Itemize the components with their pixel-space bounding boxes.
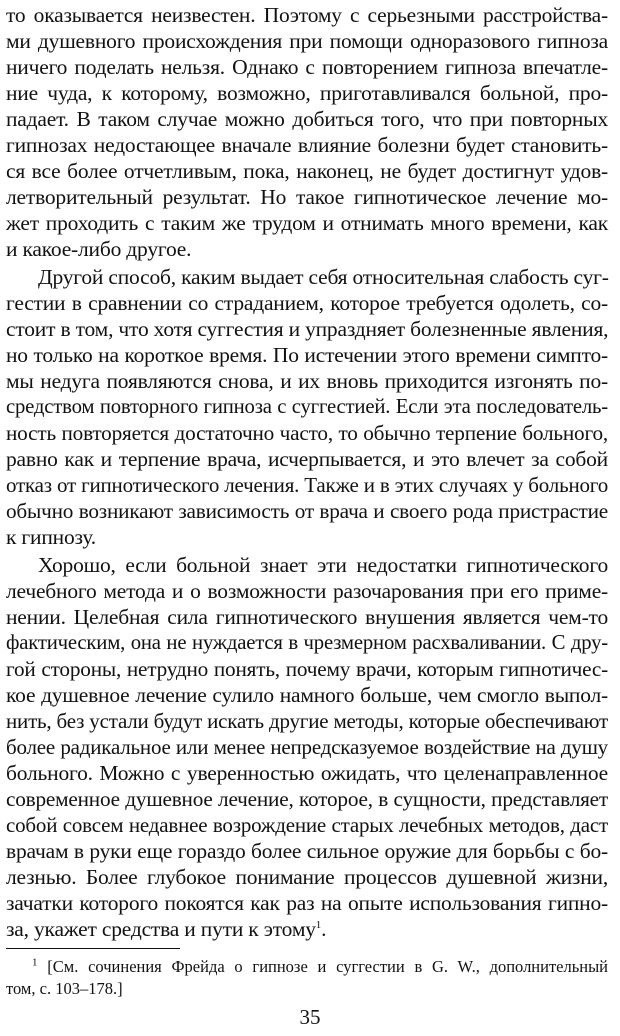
- text-line: ность повторяется достаточно часто, то обычно терпение больного,: [6, 421, 608, 445]
- text-line: врачам в руки еще гораздо более сильное оружие для борьбы с бо-: [6, 839, 608, 863]
- text-line: стоит в том, что хотя суггестия и упраздняет болезненные явления,: [6, 317, 609, 341]
- footnote-line: том, с. 103–178.]: [6, 979, 123, 998]
- text-line: кое душевное лечение сулило намного больше, чем смогло выпол-: [6, 683, 608, 707]
- text-line: лезнью. Более глубокое понимание процессов душевной жизни,: [6, 865, 608, 889]
- text-line: больного. Можно с уверенностью ожидать, что целенаправленное: [6, 761, 608, 785]
- page-number: 35: [299, 1005, 321, 1029]
- text-line: собой совсем недавнее возрождение старых лечебных методов, даст: [6, 813, 608, 837]
- text-line: и какое-либо другое.: [6, 237, 192, 261]
- text-line: современное душевное лечение, которое, в сущности, представляет: [6, 787, 608, 811]
- footnote-reference: 1: [315, 918, 322, 931]
- text-line: ничего поделать нельзя. Однако с повторением гипноза впечатле-: [6, 55, 608, 79]
- footnote-marker: 1: [32, 956, 38, 969]
- text-line: нить, без устали будут искать другие методы, которые обеспечивают: [6, 709, 608, 733]
- text-line: то оказывается неизвестен. Поэтому с серьезными расстройства-: [6, 3, 608, 27]
- text-line: за, укажет средства и пути к этому$^1$.: [6, 917, 327, 941]
- text-line: Другой способ, каким выдает себя относительная слабость суг-: [38, 265, 609, 289]
- text-line: средством повторного гипноза с суггестией. Если эта последователь-: [6, 396, 608, 418]
- text-line: ми душевного происхождения при помощи одноразового гипноза: [6, 29, 608, 53]
- text-line: ние чуда, к которому, возможно, приготавливался больной, про-: [6, 81, 608, 105]
- text-line: гестии в сравнении со страданием, которое требуется одолеть, со-: [6, 291, 608, 315]
- text-line: фактическим, она не нуждается в чрезмерном расхваливании. С дру-: [6, 632, 608, 654]
- text-line: более радикальное или менее непредсказуемое воздействие на душу: [6, 735, 608, 759]
- text-line: летворительный результат. Но такое гипнотическое лечение мо-: [6, 185, 608, 209]
- footnote-separator: [6, 948, 180, 949]
- text-line: нении. Целебная сила гипнотического внушения является чем-то: [6, 605, 608, 629]
- footnote-line: [32, 956, 608, 978]
- text-line: лечебного метода и о возможности разочарования при его приме-: [6, 579, 608, 603]
- text-line: равно как и терпение врача, исчерпывается, и это влечет за собой: [6, 447, 608, 471]
- text-line: гипнозах недостающее вначале влияние болезни будет становить-: [6, 133, 608, 157]
- text-line: жет проходить с таким же трудом и отнимать много времени, как: [6, 211, 608, 235]
- text-line: но только на короткое время. По истечении этого времени симпто-: [6, 343, 608, 367]
- text-line: ся все более отчетливым, пока, наконец, не будет достигнут удов-: [6, 159, 608, 183]
- text-line: к гипнозу.: [6, 525, 96, 549]
- text-line: падает. В таком случае можно добиться того, что при повторных: [6, 107, 608, 131]
- text-line-content: за, укажет средства и пути к этому: [6, 917, 316, 941]
- text-line: мы недуга появляются снова, и их вновь приходится изгонять по-: [6, 369, 608, 393]
- text-line: гой стороны, нетрудно понять, почему врачи, которым гипнотичес-: [6, 657, 608, 681]
- text-line: отказ от гипнотического лечения. Также и в этих случаях у больного: [6, 473, 608, 497]
- footnote-text: [См. сочинения Фрейда о гипнозе и суггестии в G. W., дополнительный: [47, 957, 609, 976]
- text-line: обычно возникают зависимость от врача и своего рода пристрастие: [6, 499, 608, 523]
- text-line: Хорошо, если больной знает эти недостатки гипнотического: [38, 553, 608, 577]
- text-line: зачатки которого покоятся как раз на опыте использования гипно-: [6, 891, 608, 915]
